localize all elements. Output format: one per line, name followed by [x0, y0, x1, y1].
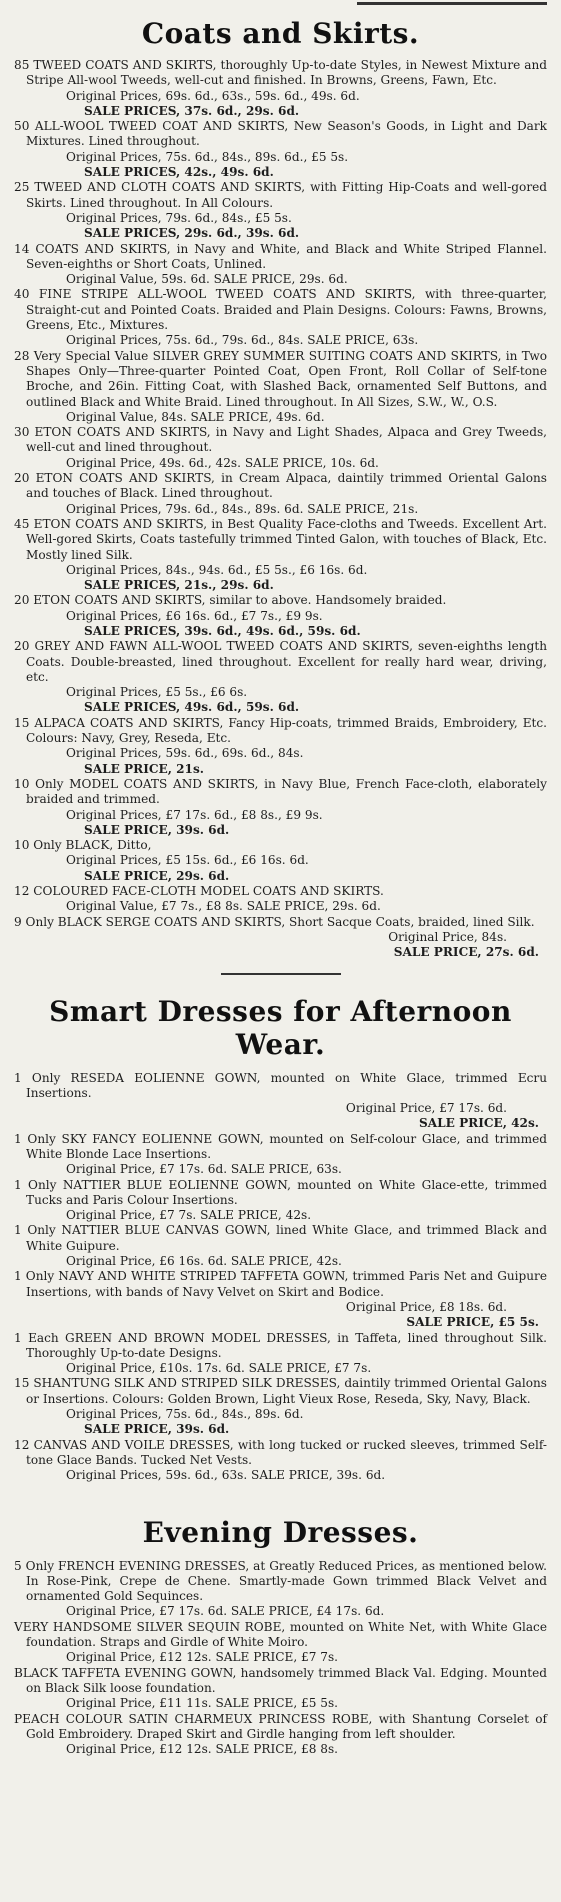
list-item — [14, 593, 547, 639]
coats-section-title: Coats and Skirts. — [141, 17, 420, 50]
list-item — [14, 425, 547, 471]
sale-price: SALE PRICES, 42s., 49s. 6d. — [84, 165, 274, 180]
item-description: 10 Only MODEL COATS AND SKIRTS, in Navy Blue, French Face-cloth, elaborately braided and trimmed. — [14, 776, 547, 807]
original-price: Original Prices, 69s. 6d., 63s., 59s. 6d., 49s. 6d. — [66, 88, 360, 103]
list-item — [14, 242, 547, 288]
original-price: Original Price, 84s. — [388, 929, 507, 944]
original-price: Original Price, £10s. 17s. 6d. SALE PRICE, £7 7s. — [66, 1361, 372, 1376]
list-item — [14, 1620, 547, 1666]
sale-price: SALE PRICE, 29s. 6d. — [84, 868, 230, 883]
original-price: Original Value, £7 7s., £8 8s. SALE PRICE, 29s. 6d. — [66, 899, 381, 914]
list-item — [14, 1559, 547, 1620]
list-item — [14, 517, 547, 593]
item-description: PEACH COLOUR SATIN CHARMEUX PRINCESS ROBE, with Shantung Corselet of Gold Embroidery. Draped Skirt and Girdle hanging from left shoulder. — [14, 1711, 547, 1741]
original-price: Original Prices, £6 16s. 6d., £7 7s., £9 9s. — [66, 608, 323, 623]
list-item — [14, 777, 547, 838]
original-price: Original Value, 84s. SALE PRICE, 49s. 6d. — [66, 409, 325, 424]
sale-price: SALE PRICES, 21s., 29s. 6d. — [84, 578, 274, 593]
item-description: 20 GREY AND FAWN ALL-WOOL TWEED COATS AND SKIRTS, seven-eighths length Coats. Double-breasted, lined throughout. Excellent for really hard wear, driving, etc. — [14, 639, 547, 684]
sale-price: SALE PRICE, 21s. — [84, 761, 204, 776]
list-item — [14, 1071, 547, 1132]
item-description: 1 Only NATTIER BLUE CANVAS GOWN, lined White Glace, and trimmed Black and White Guipure. — [14, 1223, 547, 1253]
list-item — [14, 884, 547, 915]
item-description: 40 FINE STRIPE ALL-WOOL TWEED COATS AND SKIRTS, with three-quarter, Straight-cut and Pointed Coats. Braided and Plain Designs. Colours: Fawns, Browns, Greens, Etc., Mixtures. — [14, 287, 547, 333]
list-item — [14, 1178, 547, 1224]
list-item — [14, 639, 547, 715]
list-item — [14, 1376, 547, 1437]
original-price: Original Price, £8 18s. 6d. — [345, 1299, 507, 1314]
original-price: Original Prices, 59s. 6d., 69s. 6d., 84s. — [66, 746, 304, 761]
original-price: Original Prices, 75s. 6d., 84s., 89s. 6d., £5 5s. — [66, 149, 349, 164]
item-description: 85 TWEED COATS AND SKIRTS, thoroughly Up-to-date Styles, in Newest Mixture and Stripe All-wool Tweeds, well-cut and finished. In Browns, Greens, Fawn, Etc. — [14, 58, 547, 88]
original-price: Original Prices, £7 17s. 6d., £8 8s., £9 9s. — [66, 807, 323, 822]
list-item — [14, 716, 547, 777]
sale-price: SALE PRICE, 39s. 6d. — [84, 822, 230, 837]
original-price: Original Price, £7 7s. SALE PRICE, 42s. — [66, 1208, 312, 1223]
sale-price: SALE PRICE, 39s. 6d. — [84, 1422, 230, 1437]
original-price: Original Prices, 84s., 94s. 6d., £5 5s., £6 16s. 6d. — [66, 562, 368, 577]
original-price: Original Prices, 75s. 6d., 84s., 89s. 6d. — [66, 1407, 304, 1422]
dresses-item-list — [14, 1071, 547, 1484]
list-item — [14, 1269, 547, 1330]
item-description: 1 Only RESEDA EOLIENNE GOWN, mounted on White Glace, trimmed Ecru Insertions. — [14, 1070, 547, 1100]
item-description: 10 Only BLACK, Ditto, — [14, 838, 152, 853]
original-price: Original Prices, 59s. 6d., 63s. SALE PRICE, 39s. 6d. — [66, 1468, 386, 1483]
item-description: 45 ETON COATS AND SKIRTS, in Best Quality Face-cloths and Tweeds. Excellent Art. Well-gored Skirts, Coats tastefully trimmed Tinted Galon, with touches of Black, Etc. Mostly lined Silk. — [14, 516, 547, 562]
list-item — [14, 58, 547, 119]
original-price: Original Price, £7 17s. 6d. — [345, 1101, 507, 1116]
evening-section-title: Evening Dresses. — [142, 1515, 419, 1549]
item-description: 25 TWEED AND CLOTH COATS AND SKIRTS, with Fitting Hip-Coats and well-gored Skirts. Lined throughout. In All Colours. — [14, 180, 547, 210]
original-price: Original Price, £7 17s. 6d. SALE PRICE, 63s. — [66, 1162, 342, 1177]
list-item — [14, 915, 547, 961]
item-description: 9 Only BLACK SERGE COATS AND SKIRTS, Short Sacque Coats, braided, lined Silk. — [14, 914, 535, 929]
sale-price: SALE PRICE, 42s. — [419, 1116, 539, 1131]
item-description: 12 COLOURED FACE-CLOTH MODEL COATS AND SKIRTS. — [14, 884, 384, 899]
list-item — [14, 1223, 547, 1269]
item-description: 1 Only NATTIER BLUE EOLIENNE GOWN, mounted on White Glace-ette, trimmed Tucks and Paris Colour Insertions. — [14, 1177, 547, 1207]
item-description: BLACK TAFFETA EVENING GOWN, handsomely trimmed Black Val. Edging. Mounted on Black Silk loose foundation. — [14, 1665, 547, 1695]
sale-price: SALE PRICES, 37s. 6d., 29s. 6d. — [84, 103, 300, 118]
list-item — [14, 349, 547, 425]
list-item — [14, 119, 547, 180]
section-divider — [221, 973, 341, 975]
list-item — [14, 838, 547, 884]
original-price: Original Value, 59s. 6d. SALE PRICE, 29s. 6d. — [66, 272, 348, 287]
sale-price: SALE PRICE, £5 5s. — [406, 1315, 539, 1330]
list-item — [14, 287, 547, 348]
coats-item-list — [14, 58, 547, 961]
item-description: 1 Only NAVY AND WHITE STRIPED TAFFETA GOWN, trimmed Paris Net and Guipure Insertions, with bands of Navy Velvet on Skirt and Bodice. — [14, 1269, 547, 1299]
item-description: 30 ETON COATS AND SKIRTS, in Navy and Light Shades, Alpaca and Grey Tweeds, well-cut and lined throughout. — [14, 425, 547, 455]
item-description: 20 ETON COATS AND SKIRTS, in Cream Alpaca, daintily trimmed Oriental Galons and touches of Black. Lined throughout. — [14, 471, 547, 501]
original-price: Original Prices, £5 5s., £6 6s. — [66, 685, 248, 700]
original-price: Original Price, £7 17s. 6d. SALE PRICE, £4 17s. 6d. — [66, 1604, 385, 1619]
original-price: Original Price, £11 11s. SALE PRICE, £5 5s. — [66, 1696, 338, 1711]
sale-price: SALE PRICES, 29s. 6d., 39s. 6d. — [84, 226, 300, 241]
list-item — [14, 471, 547, 517]
dresses-section-title: Smart Dresses for Afternoon Wear. — [49, 994, 512, 1061]
item-description: 1 Each GREEN AND BROWN MODEL DRESSES, in Taffeta, lined throughout Silk. Thoroughly Up-to-date Designs. — [14, 1330, 547, 1360]
original-price: Original Prices, 79s. 6d., 84s., 89s. 6d. SALE PRICE, 21s. — [66, 501, 419, 516]
item-description: 50 ALL-WOOL TWEED COAT AND SKIRTS, New Season's Goods, in Light and Dark Mixtures. Lined throughout. — [14, 119, 547, 149]
list-item — [14, 1132, 547, 1178]
original-price: Original Prices, £5 15s. 6d., £6 16s. 6d. — [66, 853, 309, 868]
list-item — [14, 1712, 547, 1758]
original-price: Original Price, £12 12s. SALE PRICE, £8 8s. — [66, 1742, 338, 1757]
item-description: 12 CANVAS AND VOILE DRESSES, with long tucked or rucked sleeves, trimmed Self-tone Glace Bands. Tucked Net Vests. — [14, 1437, 547, 1467]
item-description: 28 Very Special Value SILVER GREY SUMMER SUITING COATS AND SKIRTS, in Two Shapes Only—Three-quarter Pointed Coat, Open Front, Roll Collar of Self-tone Broche, and 26in. Fitting Coat, with Slashed Back, ornamented Self Buttons, and outlined Black and White Braid. Lined throughout. In All Sizes, S.W., W., O.S. — [14, 348, 547, 409]
item-description: 5 Only FRENCH EVENING DRESSES, at Greatly Reduced Prices, as mentioned below. In Rose-Pink, Crepe de Chene. Smartly-made Gown trimmed Black Velvet and ornamented Gold Sequinces. — [14, 1558, 547, 1604]
top-rule — [357, 2, 547, 5]
item-description: 14 COATS AND SKIRTS, in Navy and White, and Black and White Striped Flannel. Seven-eighths or Short Coats, Unlined. — [14, 241, 547, 271]
original-price: Original Prices, 79s. 6d., 84s., £5 5s. — [66, 210, 292, 225]
original-price: Original Price, 49s. 6d., 42s. SALE PRICE, 10s. 6d. — [66, 455, 379, 470]
list-item — [14, 1331, 547, 1377]
original-price: Original Prices, 75s. 6d., 79s. 6d., 84s. SALE PRICE, 63s. — [66, 333, 419, 348]
item-description: 15 SHANTUNG SILK AND STRIPED SILK DRESSES, daintily trimmed Oriental Galons or Insertions. Colours: Golden Brown, Light Vieux Rose, Reseda, Sky, Navy, Black. — [14, 1376, 547, 1406]
original-price: Original Price, £12 12s. SALE PRICE, £7 7s. — [66, 1650, 338, 1665]
list-item — [14, 1438, 547, 1484]
item-description: 1 Only SKY FANCY EOLIENNE GOWN, mounted on Self-colour Glace, and trimmed White Blonde Lace Insertions. — [14, 1131, 547, 1161]
list-item — [14, 1666, 547, 1712]
item-description: 15 ALPACA COATS AND SKIRTS, Fancy Hip-coats, trimmed Braids, Embroidery, Etc. Colours: Navy, Grey, Reseda, Etc. — [14, 715, 547, 746]
item-description: VERY HANDSOME SILVER SEQUIN ROBE, mounted on White Net, with White Glace foundation. Straps and Girdle of White Moiro. — [14, 1619, 547, 1650]
original-price: Original Price, £6 16s. 6d. SALE PRICE, 42s. — [66, 1254, 342, 1269]
sale-price: SALE PRICES, 39s. 6d., 49s. 6d., 59s. 6d. — [84, 623, 361, 638]
sale-price: SALE PRICES, 49s. 6d., 59s. 6d. — [84, 700, 300, 715]
evening-item-list — [14, 1559, 547, 1758]
item-description: 20 ETON COATS AND SKIRTS, similar to above. Handsomely braided. — [14, 593, 447, 608]
list-item — [14, 180, 547, 241]
sale-price: SALE PRICE, 27s. 6d. — [393, 945, 539, 960]
